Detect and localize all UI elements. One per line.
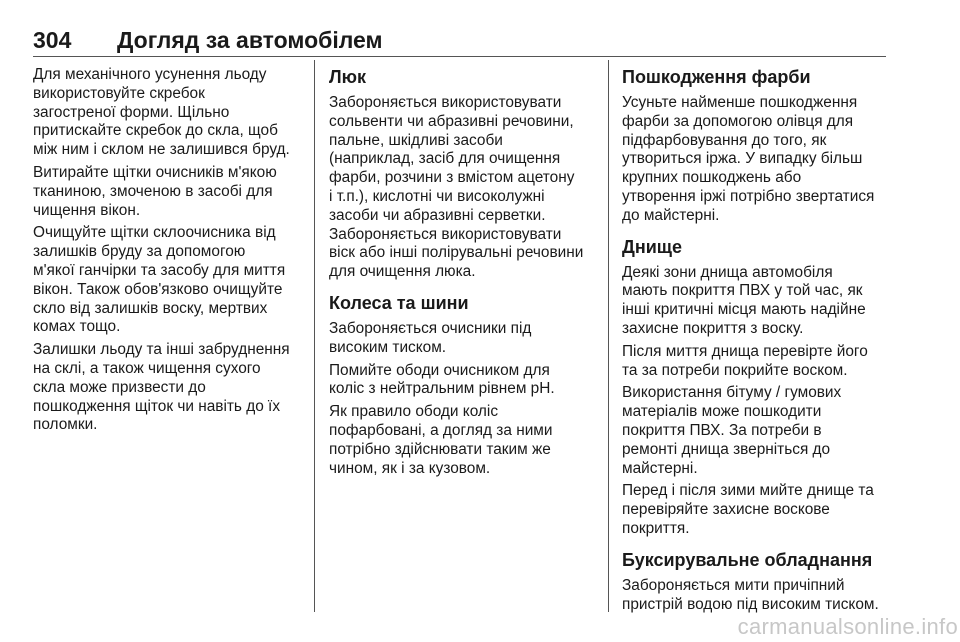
column-divider xyxy=(314,60,315,612)
paragraph: Деякі зони днища автомобіля мають покриття ПВХ у той час, як інші критичні місця мають надійне захисне покриття з воску. xyxy=(622,263,866,337)
paragraph: Очищуйте щітки склоочисника від залишків бруду за допомогою м'якої ганчірки та засобу для миття вікон. Також обов'язково очищуйте скло від залишків воску, мертвих комах тощо. xyxy=(33,224,286,336)
section-heading-underbody: Днище xyxy=(622,236,682,257)
page-title: Догляд за автомобілем xyxy=(117,27,383,53)
paragraph: Помийте ободи очисником для коліс з нейтральним рівнем pH. xyxy=(329,361,555,398)
paragraph: Забороняється очисники під високим тиском. xyxy=(329,319,532,356)
section-heading-paint-damage: Пошкодження фарби xyxy=(622,67,811,87)
paragraph: Після миття днища перевірте його та за потреби покрийте воском. xyxy=(622,342,868,379)
watermark: carmanualsonline.info xyxy=(737,614,958,639)
paragraph: Для механічного усунення льоду використовуйте скребок загостреної форми. Щільно притискайте скребок до скла, щоб між ним і склом не залишився бруд. xyxy=(33,66,290,159)
section-heading-sunroof: Люк xyxy=(329,67,367,87)
column-2 xyxy=(329,66,599,482)
paragraph: Усуньте найменше пошкодження фарби за допомогою олівця для підфарбовування до того, як утвориться іржа. У випадку більш крупних пошкоджень або утворення іржі потрібно звертатися до майстерні. xyxy=(622,94,875,224)
paragraph: Витирайте щітки очисників м'якою тканиною, змоченою в засобі для чищення вікон. xyxy=(33,163,277,219)
column-divider xyxy=(608,60,609,612)
column-3 xyxy=(622,66,892,618)
paragraph: Забороняється мити причіпний пристрій водою під високим тиском. xyxy=(622,576,879,613)
section-heading-towing-equipment: Буксирувальне обладнання xyxy=(622,549,873,570)
paragraph: Як правило ободи коліс пофарбовані, а догляд за ними потрібно здійснювати таким же чином, як і за кузовом. xyxy=(329,403,553,477)
page-number: 304 xyxy=(33,27,72,53)
column-1 xyxy=(33,66,303,439)
paragraph: Використання бітуму / гумових матеріалів може пошкодити покриття ПВХ. За потреби в ремонті днища зверніться до майстерні. xyxy=(622,384,842,477)
paragraph: Забороняється використовувати сольвенти чи абразивні речовини, пальне, шкідливі засоби (наприклад, засіб для очищення фарби, розчини з вмістом ацетону і т.п.), кислотні чи високолужні засоби чи абразивні серветки. Забороняється використовувати віск або інші полірувальні речовини для очищення люка. xyxy=(329,94,584,281)
page-header xyxy=(33,26,886,57)
paragraph: Залишки льоду та інші забруднення на склі, а також чищення сухого скла може призвести до пошкодження щіток чи навіть до їх поломки. xyxy=(33,341,290,434)
section-heading-wheels-tyres: Колеса та шини xyxy=(329,292,469,313)
paragraph: Перед і після зими мийте днище та перевіряйте захисне воскове покриття. xyxy=(622,482,874,537)
